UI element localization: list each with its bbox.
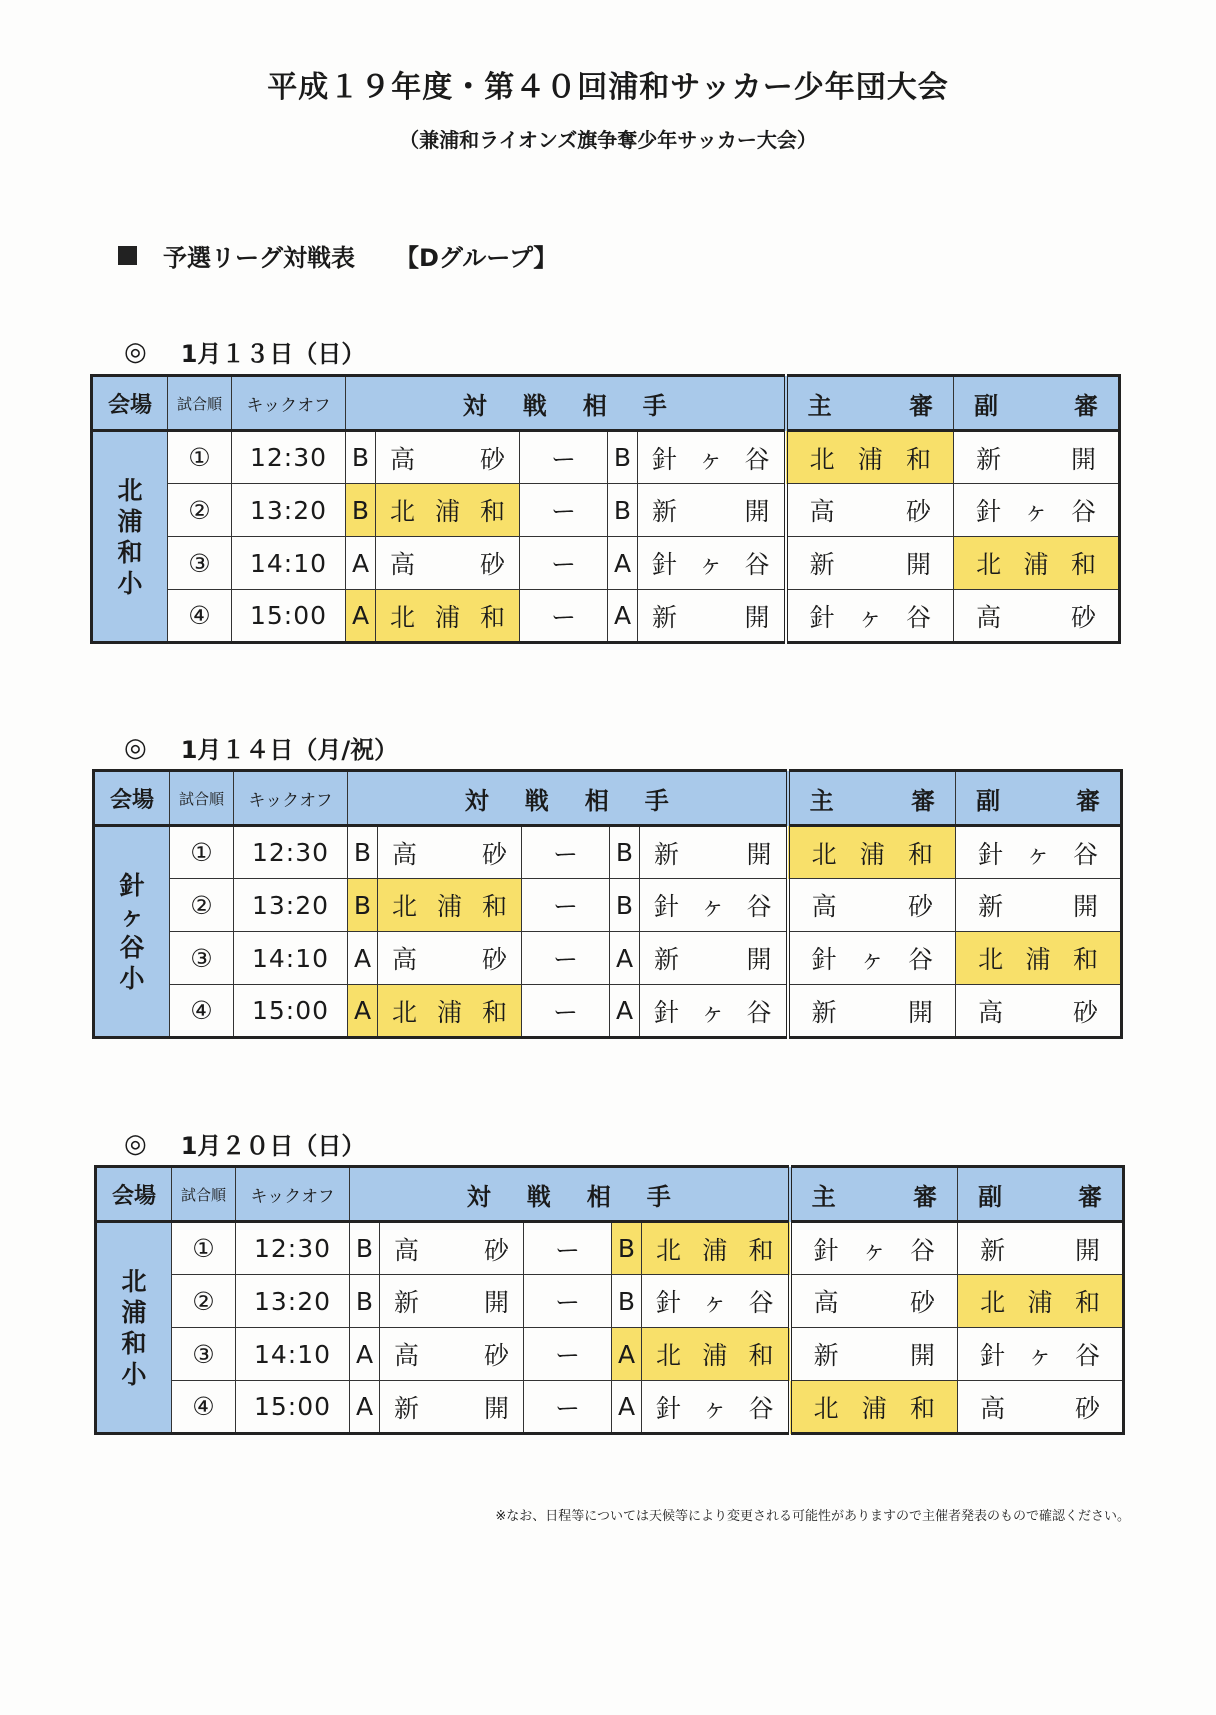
team1-char: 北 [390,602,416,632]
team1-char: 新 [394,1393,420,1423]
main-referee-char: 和 [906,444,932,474]
match-row [92,537,1120,590]
main-referee-char: 北 [809,444,835,474]
sub-referee-cell [954,431,1120,484]
versus-dash: ー [520,590,608,643]
opponents-header: 対戦相手 [348,771,788,826]
kickoff-header: キックオフ [234,771,348,826]
main-referee-cell [788,932,956,985]
main-referee-char: 開 [906,550,932,579]
kickoff-header: キックオフ [232,376,346,431]
team1-char: 和 [481,892,507,921]
main-referee-char: 開 [908,997,934,1027]
team2-cell [642,1381,790,1434]
main-referee-cell [786,590,954,643]
sub-referee-header-char: 審 [1074,391,1099,420]
team1-court: A [350,1328,380,1381]
main-referee-char: 開 [910,1341,936,1370]
sub-referee-char: 和 [1071,550,1097,579]
team1-cell [378,985,522,1038]
sub-referee-char: 開 [1075,1235,1101,1265]
sub-referee-char: 開 [1073,892,1099,921]
team1-cell [380,1381,524,1434]
main-referee-header-char: 審 [909,391,934,420]
sub-referee-header-char: 審 [1078,1182,1103,1211]
team2-char: 谷 [746,997,772,1027]
sub-referee-cell [958,1275,1124,1328]
main-referee-char: 和 [910,1393,936,1423]
match-row [96,1222,1124,1275]
team2-char: 新 [654,945,680,974]
team2-char: 北 [656,1235,682,1265]
team2-cell [642,1222,790,1275]
sub-referee-cell [956,879,1122,932]
team1-char: 高 [392,839,418,869]
team1-char: 北 [390,497,416,526]
main-referee-char: 北 [813,1393,839,1423]
team2-char: 針 [652,444,678,474]
sub-referee-cell [958,1381,1124,1434]
team2-char: 針 [654,997,680,1027]
sub-referee-char: 北 [976,550,1002,579]
kickoff-time: 12:30 [234,826,348,879]
match-schedule-table [90,374,1121,644]
team2-char: 和 [748,1235,774,1265]
versus-dash: ー [522,932,610,985]
sub-referee-char: 和 [1075,1288,1101,1317]
main-referee-char: 針 [809,602,835,632]
sub-referee-char: 砂 [1071,602,1097,632]
main-referee-header [786,376,954,431]
kickoff-time: 14:10 [234,932,348,985]
team1-cell [376,590,520,643]
team2-char: ヶ [700,892,726,921]
main-referee-header [788,771,956,826]
team2-char: ヶ [698,550,724,579]
team1-court: B [348,879,378,932]
opponents-header: 対戦相手 [346,376,786,431]
team1-court: A [348,932,378,985]
team2-court: B [608,484,638,537]
main-referee-cell [786,537,954,590]
team1-court: B [348,826,378,879]
team1-char: 浦 [436,892,462,921]
match-order: ① [168,431,232,484]
team2-char: 谷 [748,1288,774,1317]
team2-char: 和 [748,1341,774,1370]
team1-cell [378,879,522,932]
sub-referee-cell [954,590,1120,643]
day-heading [124,1126,365,1161]
team1-char: 砂 [481,839,507,869]
sub-referee-header [958,1167,1124,1222]
venue-cell [92,431,168,643]
versus-dash: ー [522,879,610,932]
team2-court: B [612,1275,642,1328]
sub-referee-cell [956,985,1122,1038]
order-header: 試合順 [170,771,234,826]
main-referee-cell [790,1381,958,1434]
team2-char: 開 [746,945,772,974]
sub-referee-char: 浦 [1023,550,1049,579]
team1-char: 高 [394,1235,420,1265]
kickoff-time: 13:20 [232,484,346,537]
team1-char: 高 [392,945,418,974]
team1-char: 開 [483,1393,509,1423]
team2-cell [638,431,786,484]
sub-referee-char: 針 [976,497,1002,526]
versus-dash: ー [524,1222,612,1275]
match-row [96,1275,1124,1328]
team1-court: A [350,1381,380,1434]
venue-name: 北浦和小 [121,1266,147,1389]
team1-char: 和 [479,497,505,526]
sub-referee-char: 高 [978,997,1004,1027]
sub-referee-char: 針 [978,839,1004,869]
team2-court: A [610,932,640,985]
match-row [96,1381,1124,1434]
main-referee-char: ヶ [857,602,883,632]
main-referee-char: 高 [813,1288,839,1317]
sub-referee-char: 針 [980,1341,1006,1370]
main-referee-char: 砂 [906,497,932,526]
team2-cell [640,826,788,879]
main-referee-char: 谷 [910,1235,936,1265]
match-order: ③ [170,932,234,985]
match-row [94,879,1122,932]
sub-referee-char: 北 [980,1288,1006,1317]
match-row [92,431,1120,484]
main-referee-char: 新 [813,1341,839,1370]
main-referee-char: 新 [811,997,837,1027]
sub-referee-cell [958,1222,1124,1275]
main-referee-char: 新 [809,550,835,579]
team2-cell [642,1275,790,1328]
main-referee-char: 浦 [857,444,883,474]
match-row [94,826,1122,879]
match-order: ④ [172,1381,236,1434]
match-row [92,590,1120,643]
team2-court: A [612,1381,642,1434]
sub-referee-cell [954,537,1120,590]
table-header-row [92,376,1120,431]
footnote: ※なお、日程等については天候等により変更される可能性がありますので主催者発表のもので確認ください。 [495,1509,1130,1524]
main-referee-cell [788,826,956,879]
team1-char: 浦 [436,997,462,1027]
sub-referee-char: ヶ [1023,497,1049,526]
match-schedule-table [92,769,1123,1039]
sub-referee-cell [954,484,1120,537]
kickoff-time: 15:00 [232,590,346,643]
main-referee-cell [786,431,954,484]
double-circle-icon: ◎ [124,336,147,367]
main-referee-header-char: 主 [811,1182,836,1211]
day-heading [124,730,398,765]
main-referee-char: 谷 [908,945,934,974]
versus-dash: ー [522,826,610,879]
team2-char: ヶ [698,444,724,474]
team2-char: 針 [654,892,680,921]
main-referee-char: 谷 [906,602,932,632]
main-referee-char: 浦 [859,839,885,869]
sub-referee-char: 和 [1073,945,1099,974]
team1-cell [380,1275,524,1328]
sub-referee-char: 新 [976,444,1002,474]
sub-referee-cell [956,932,1122,985]
team1-court: A [346,537,376,590]
team1-char: 高 [390,444,416,474]
team2-char: 新 [652,602,678,632]
team2-char: 開 [744,497,770,526]
main-referee-cell [790,1275,958,1328]
sub-referee-char: 高 [976,602,1002,632]
main-referee-char: 和 [908,839,934,869]
team2-cell [638,590,786,643]
table-header-row [96,1167,1124,1222]
main-referee-char: 北 [811,839,837,869]
sub-referee-header [954,376,1120,431]
team2-cell [642,1328,790,1381]
match-row [92,484,1120,537]
match-order: ② [172,1275,236,1328]
main-referee-char: ヶ [859,945,885,974]
venue-cell [96,1222,172,1434]
sub-referee-char: 高 [980,1393,1006,1423]
main-referee-cell [790,1328,958,1381]
match-row [94,985,1122,1038]
match-schedule-table [94,1165,1125,1435]
sub-referee-header-char: 副 [976,786,1001,815]
main-referee-char: 針 [811,945,837,974]
order-header: 試合順 [172,1167,236,1222]
team1-cell [378,932,522,985]
kickoff-time: 15:00 [236,1381,350,1434]
versus-dash: ー [522,985,610,1038]
opponents-header: 対戦相手 [350,1167,790,1222]
main-referee-char: 針 [813,1235,839,1265]
sub-referee-header-char: 副 [978,1182,1003,1211]
match-order: ② [168,484,232,537]
team2-char: ヶ [702,1288,728,1317]
document-title: 平成１９年度・第４０回浦和サッカー少年団大会 [267,70,949,105]
match-order: ① [172,1222,236,1275]
team2-char: 針 [656,1288,682,1317]
kickoff-time: 14:10 [232,537,346,590]
team1-char: 和 [479,602,505,632]
team2-char: 浦 [702,1235,728,1265]
main-referee-cell [786,484,954,537]
team1-char: 砂 [483,1341,509,1370]
main-referee-char: 浦 [861,1393,887,1423]
sub-referee-char: 谷 [1071,497,1097,526]
team2-court: A [612,1328,642,1381]
team1-char: 浦 [434,602,460,632]
team2-court: B [610,879,640,932]
sub-referee-cell [958,1328,1124,1381]
team2-cell [638,484,786,537]
team1-char: 北 [392,997,418,1027]
group-label: 【Dグループ】 [395,244,558,272]
team1-char: 北 [392,892,418,921]
sub-referee-header [956,771,1122,826]
team2-char: 北 [656,1341,682,1370]
table-header-row [94,771,1122,826]
main-referee-header-char: 審 [913,1182,938,1211]
match-order: ④ [170,985,234,1038]
sub-referee-char: 砂 [1073,997,1099,1027]
team1-cell [376,431,520,484]
venue-header: 会場 [96,1167,172,1222]
double-circle-icon: ◎ [124,1128,147,1159]
kickoff-time: 12:30 [236,1222,350,1275]
team2-char: 谷 [744,550,770,579]
team2-char: 新 [652,497,678,526]
kickoff-time: 15:00 [234,985,348,1038]
team2-court: A [608,537,638,590]
team2-court: B [608,431,638,484]
match-order: ② [170,879,234,932]
team2-char: 谷 [748,1393,774,1423]
team1-char: 高 [390,550,416,579]
venue-name: 針ヶ谷小 [119,870,145,993]
main-referee-char: 高 [811,892,837,921]
team1-char: 浦 [434,497,460,526]
sub-referee-char: ヶ [1025,839,1051,869]
match-row [94,932,1122,985]
main-referee-cell [790,1222,958,1275]
kickoff-time: 13:20 [236,1275,350,1328]
match-row [96,1328,1124,1381]
versus-dash: ー [524,1328,612,1381]
team2-cell [640,879,788,932]
sub-referee-cell [956,826,1122,879]
main-referee-cell [788,879,956,932]
main-referee-char: 砂 [908,892,934,921]
team2-court: A [610,985,640,1038]
kickoff-time: 12:30 [232,431,346,484]
day-date-label: 1月２０日（日） [180,1132,366,1160]
team2-char: ヶ [702,1393,728,1423]
sub-referee-char: 北 [978,945,1004,974]
team1-cell [380,1222,524,1275]
team1-char: 砂 [479,444,505,474]
team2-char: 針 [656,1393,682,1423]
sub-referee-header-char: 副 [974,391,999,420]
section-heading [118,238,557,273]
venue-cell [94,826,170,1038]
team2-char: 浦 [702,1341,728,1370]
sub-referee-header-char: 審 [1076,786,1101,815]
document-subtitle: （兼浦和ライオンズ旗争奪少年サッカー大会） [399,128,817,152]
day-date-label: 1月１４日（月/祝） [180,736,399,764]
team1-cell [376,484,520,537]
venue-header: 会場 [94,771,170,826]
main-referee-cell [788,985,956,1038]
team1-char: 砂 [479,550,505,579]
team2-court: B [612,1222,642,1275]
sub-referee-char: 新 [978,892,1004,921]
sub-referee-char: ヶ [1027,1341,1053,1370]
team1-cell [376,537,520,590]
team1-court: B [350,1222,380,1275]
match-order: ③ [168,537,232,590]
square-bullet-icon [118,246,137,265]
team1-court: A [348,985,378,1038]
versus-dash: ー [520,537,608,590]
team2-cell [638,537,786,590]
sub-referee-char: 浦 [1027,1288,1053,1317]
order-header: 試合順 [168,376,232,431]
venue-header: 会場 [92,376,168,431]
double-circle-icon: ◎ [124,732,147,763]
kickoff-time: 13:20 [234,879,348,932]
team2-char: 谷 [746,892,772,921]
team1-court: A [346,590,376,643]
versus-dash: ー [524,1381,612,1434]
match-order: ④ [168,590,232,643]
sub-referee-char: 浦 [1025,945,1051,974]
main-referee-header-char: 主 [809,786,834,815]
team2-char: 開 [744,602,770,632]
main-referee-header-char: 主 [807,391,832,420]
team2-char: 谷 [744,444,770,474]
versus-dash: ー [520,484,608,537]
sub-referee-char: 新 [980,1235,1006,1265]
team1-char: 砂 [481,945,507,974]
main-referee-char: 高 [809,497,835,526]
kickoff-header: キックオフ [236,1167,350,1222]
kickoff-time: 14:10 [236,1328,350,1381]
team1-char: 高 [394,1341,420,1370]
versus-dash: ー [520,431,608,484]
team2-cell [640,985,788,1038]
team2-char: ヶ [700,997,726,1027]
team1-court: B [350,1275,380,1328]
team1-court: B [346,484,376,537]
team1-cell [378,826,522,879]
main-referee-header [790,1167,958,1222]
sub-referee-char: 谷 [1075,1341,1101,1370]
sub-referee-char: 開 [1071,444,1097,474]
team1-char: 開 [483,1288,509,1317]
match-order: ① [170,826,234,879]
day-date-label: 1月１３日（日） [180,340,366,368]
main-referee-char: 砂 [910,1288,936,1317]
team2-char: 新 [654,839,680,869]
team1-court: B [346,431,376,484]
sub-referee-char: 谷 [1073,839,1099,869]
team1-char: 新 [394,1288,420,1317]
section-title: 予選リーグ対戦表 [163,244,355,272]
venue-name: 北浦和小 [117,475,143,598]
main-referee-char: ヶ [861,1235,887,1265]
versus-dash: ー [524,1275,612,1328]
team2-cell [640,932,788,985]
team2-char: 針 [652,550,678,579]
day-heading [124,334,365,369]
main-referee-header-char: 審 [911,786,936,815]
team1-char: 和 [481,997,507,1027]
team2-court: B [610,826,640,879]
team1-char: 砂 [483,1235,509,1265]
team2-court: A [608,590,638,643]
team1-cell [380,1328,524,1381]
sub-referee-char: 砂 [1075,1393,1101,1423]
match-order: ③ [172,1328,236,1381]
team2-char: 開 [746,839,772,869]
